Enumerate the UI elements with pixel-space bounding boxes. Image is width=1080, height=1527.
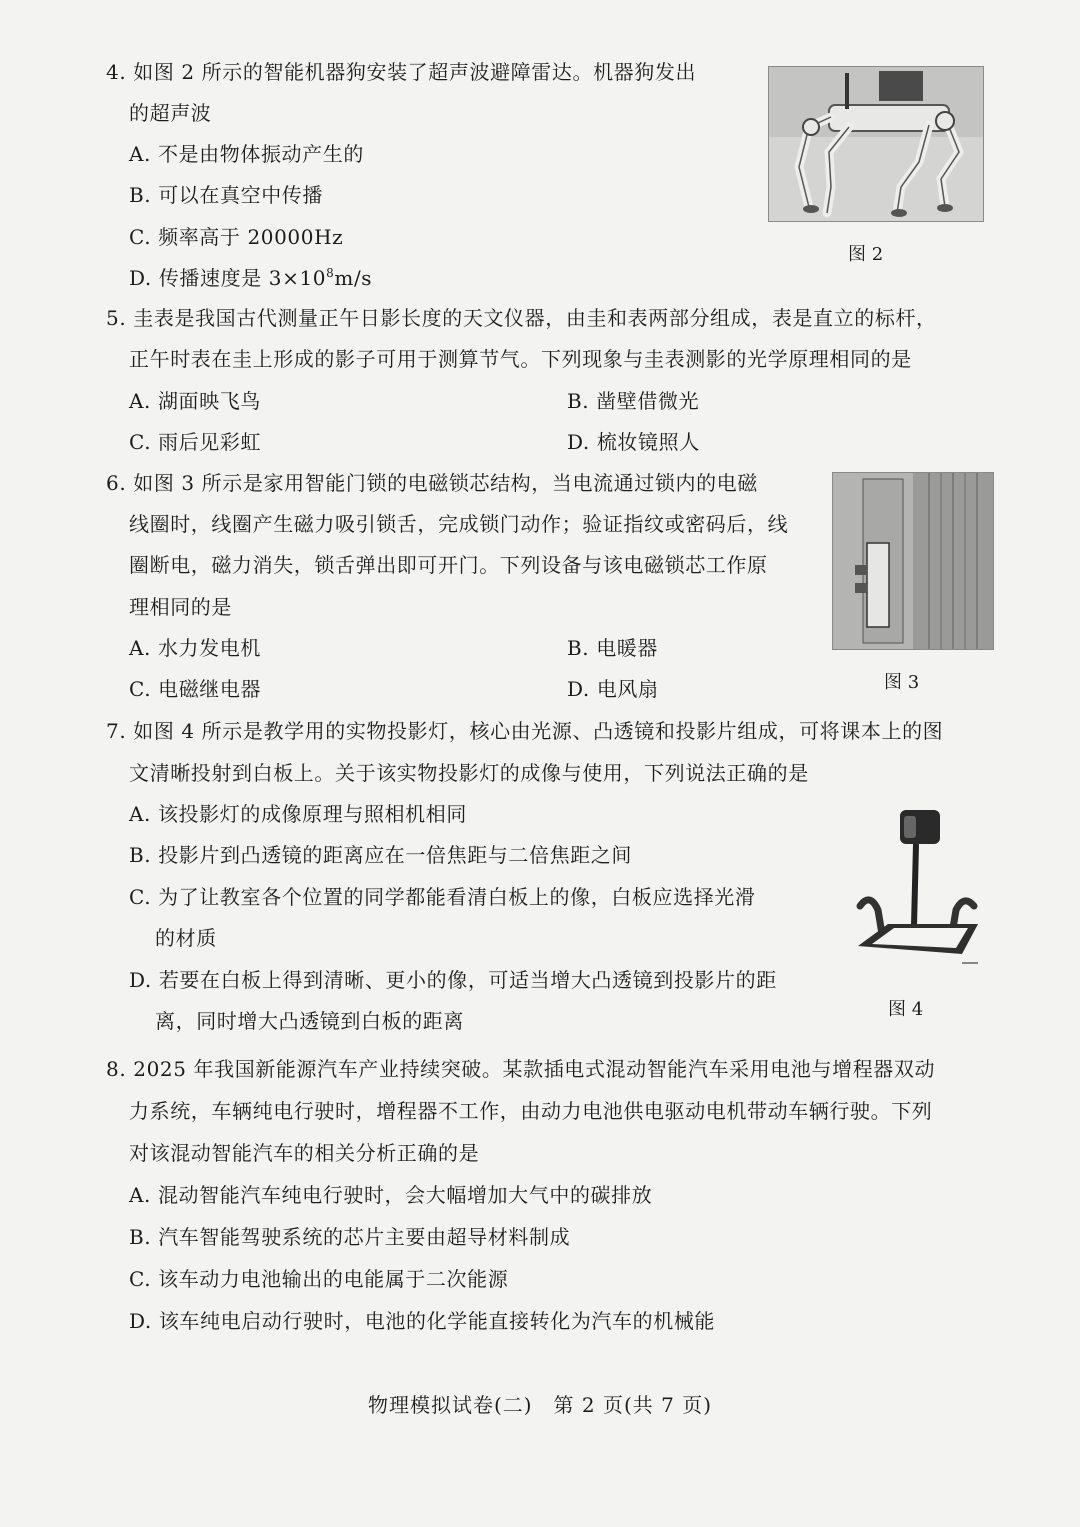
q6-option-a: A. 水力发电机 xyxy=(129,636,261,660)
robot-dog-photo xyxy=(768,66,984,222)
q8-stem-line2: 力系统，车辆纯电行驶时，增程器不工作，由动力电池供电驱动电机带动车辆行驶。下列 xyxy=(129,1099,933,1123)
q6-option-b: B. 电暖器 xyxy=(567,636,659,660)
q8-stem-line1: 8. 2025 年我国新能源汽车产业持续突破。某款插电式混动智能汽车采用电池与增程器双动 xyxy=(106,1057,936,1081)
q4-option-a: A. 不是由物体振动产生的 xyxy=(129,142,364,166)
document-camera-illustration xyxy=(852,806,984,970)
figure-3-caption: 图 3 xyxy=(884,672,920,693)
q6-stem-line4: 理相同的是 xyxy=(129,595,232,619)
q6-stem-line1: 6. 如图 3 所示是家用智能门锁的电磁锁芯结构，当电流通过锁内的电磁 xyxy=(106,471,758,495)
q6-option-c: C. 电磁继电器 xyxy=(129,677,262,701)
q8-option-b: B. 汽车智能驾驶系统的芯片主要由超导材料制成 xyxy=(129,1225,571,1249)
q7-option-c-line1: C. 为了让教室各个位置的同学都能看清白板上的像，白板应选择光滑 xyxy=(129,885,756,909)
q5-stem-line2: 正午时表在圭上形成的影子可用于测算节气。下列现象与圭表测影的光学原理相同的是 xyxy=(129,347,912,371)
figure-4-caption: 图 4 xyxy=(888,999,924,1020)
q4-option-d-exponent: 8 xyxy=(326,266,335,280)
q8-option-c: C. 该车动力电池输出的电能属于二次能源 xyxy=(129,1267,509,1291)
q4-option-b: B. 可以在真空中传播 xyxy=(129,183,324,207)
door-lock-photo xyxy=(832,472,994,650)
q7-option-d-line2: 离，同时增大凸透镜到白板的距离 xyxy=(155,1009,464,1033)
q4-option-c: C. 频率高于 20000Hz xyxy=(129,225,344,249)
q4-stem-line2: 的超声波 xyxy=(129,101,212,125)
door-lock-illustration xyxy=(833,473,993,649)
q6-stem-line2: 线圈时，线圈产生磁力吸引锁舌，完成锁门动作；验证指纹或密码后，线 xyxy=(129,512,789,536)
robot-dog-illustration xyxy=(769,67,983,221)
q4-option-d-unit: m/s xyxy=(334,266,373,290)
q5-option-a: A. 湖面映飞鸟 xyxy=(129,389,261,413)
q5-stem-line1: 5. 圭表是我国古代测量正午日影长度的天文仪器，由圭和表两部分组成，表是直立的标杆， xyxy=(106,306,937,330)
q5-option-c: C. 雨后见彩虹 xyxy=(129,430,262,454)
q8-option-a: A. 混动智能汽车纯电行驶时，会大幅增加大气中的碳排放 xyxy=(129,1183,653,1207)
q7-stem-line1: 7. 如图 4 所示是教学用的实物投影灯，核心由光源、凸透镜和投影片组成，可将课本上的图 xyxy=(106,719,944,743)
page-footer: 物理模拟试卷(二) 第 2 页(共 7 页) xyxy=(367,1393,713,1417)
q5-option-b: B. 凿壁借微光 xyxy=(567,389,700,413)
q4-stem-line1: 4. 如图 2 所示的智能机器狗安装了超声波避障雷达。机器狗发出 xyxy=(106,60,697,84)
q6-option-d: D. 电风扇 xyxy=(567,677,659,701)
q8-option-d: D. 该车纯电启动行驶时，电池的化学能直接转化为汽车的机械能 xyxy=(129,1309,716,1333)
q7-option-d-line1: D. 若要在白板上得到清晰、更小的像，可适当增大凸透镜到投影片的距 xyxy=(129,968,777,992)
q7-option-b: B. 投影片到凸透镜的距离应在一倍焦距与二倍焦距之间 xyxy=(129,843,633,867)
q7-option-c-line2: 的材质 xyxy=(155,926,217,950)
q8-stem-line3: 对该混动智能汽车的相关分析正确的是 xyxy=(129,1141,480,1165)
q4-option-d xyxy=(129,264,372,292)
q4-option-d-prefix: D. 传播速度是 3×10 xyxy=(129,266,327,290)
figure-2-caption: 图 2 xyxy=(848,244,884,265)
q7-option-a: A. 该投影灯的成像原理与照相机相同 xyxy=(129,802,467,826)
q5-option-d: D. 梳妆镜照人 xyxy=(567,430,700,454)
document-camera-drawing xyxy=(852,806,984,970)
q6-stem-line3: 圈断电，磁力消失，锁舌弹出即可开门。下列设备与该电磁锁芯工作原 xyxy=(129,553,768,577)
q7-stem-line2: 文清晰投射到白板上。关于该实物投影灯的成像与使用，下列说法正确的是 xyxy=(129,761,809,785)
